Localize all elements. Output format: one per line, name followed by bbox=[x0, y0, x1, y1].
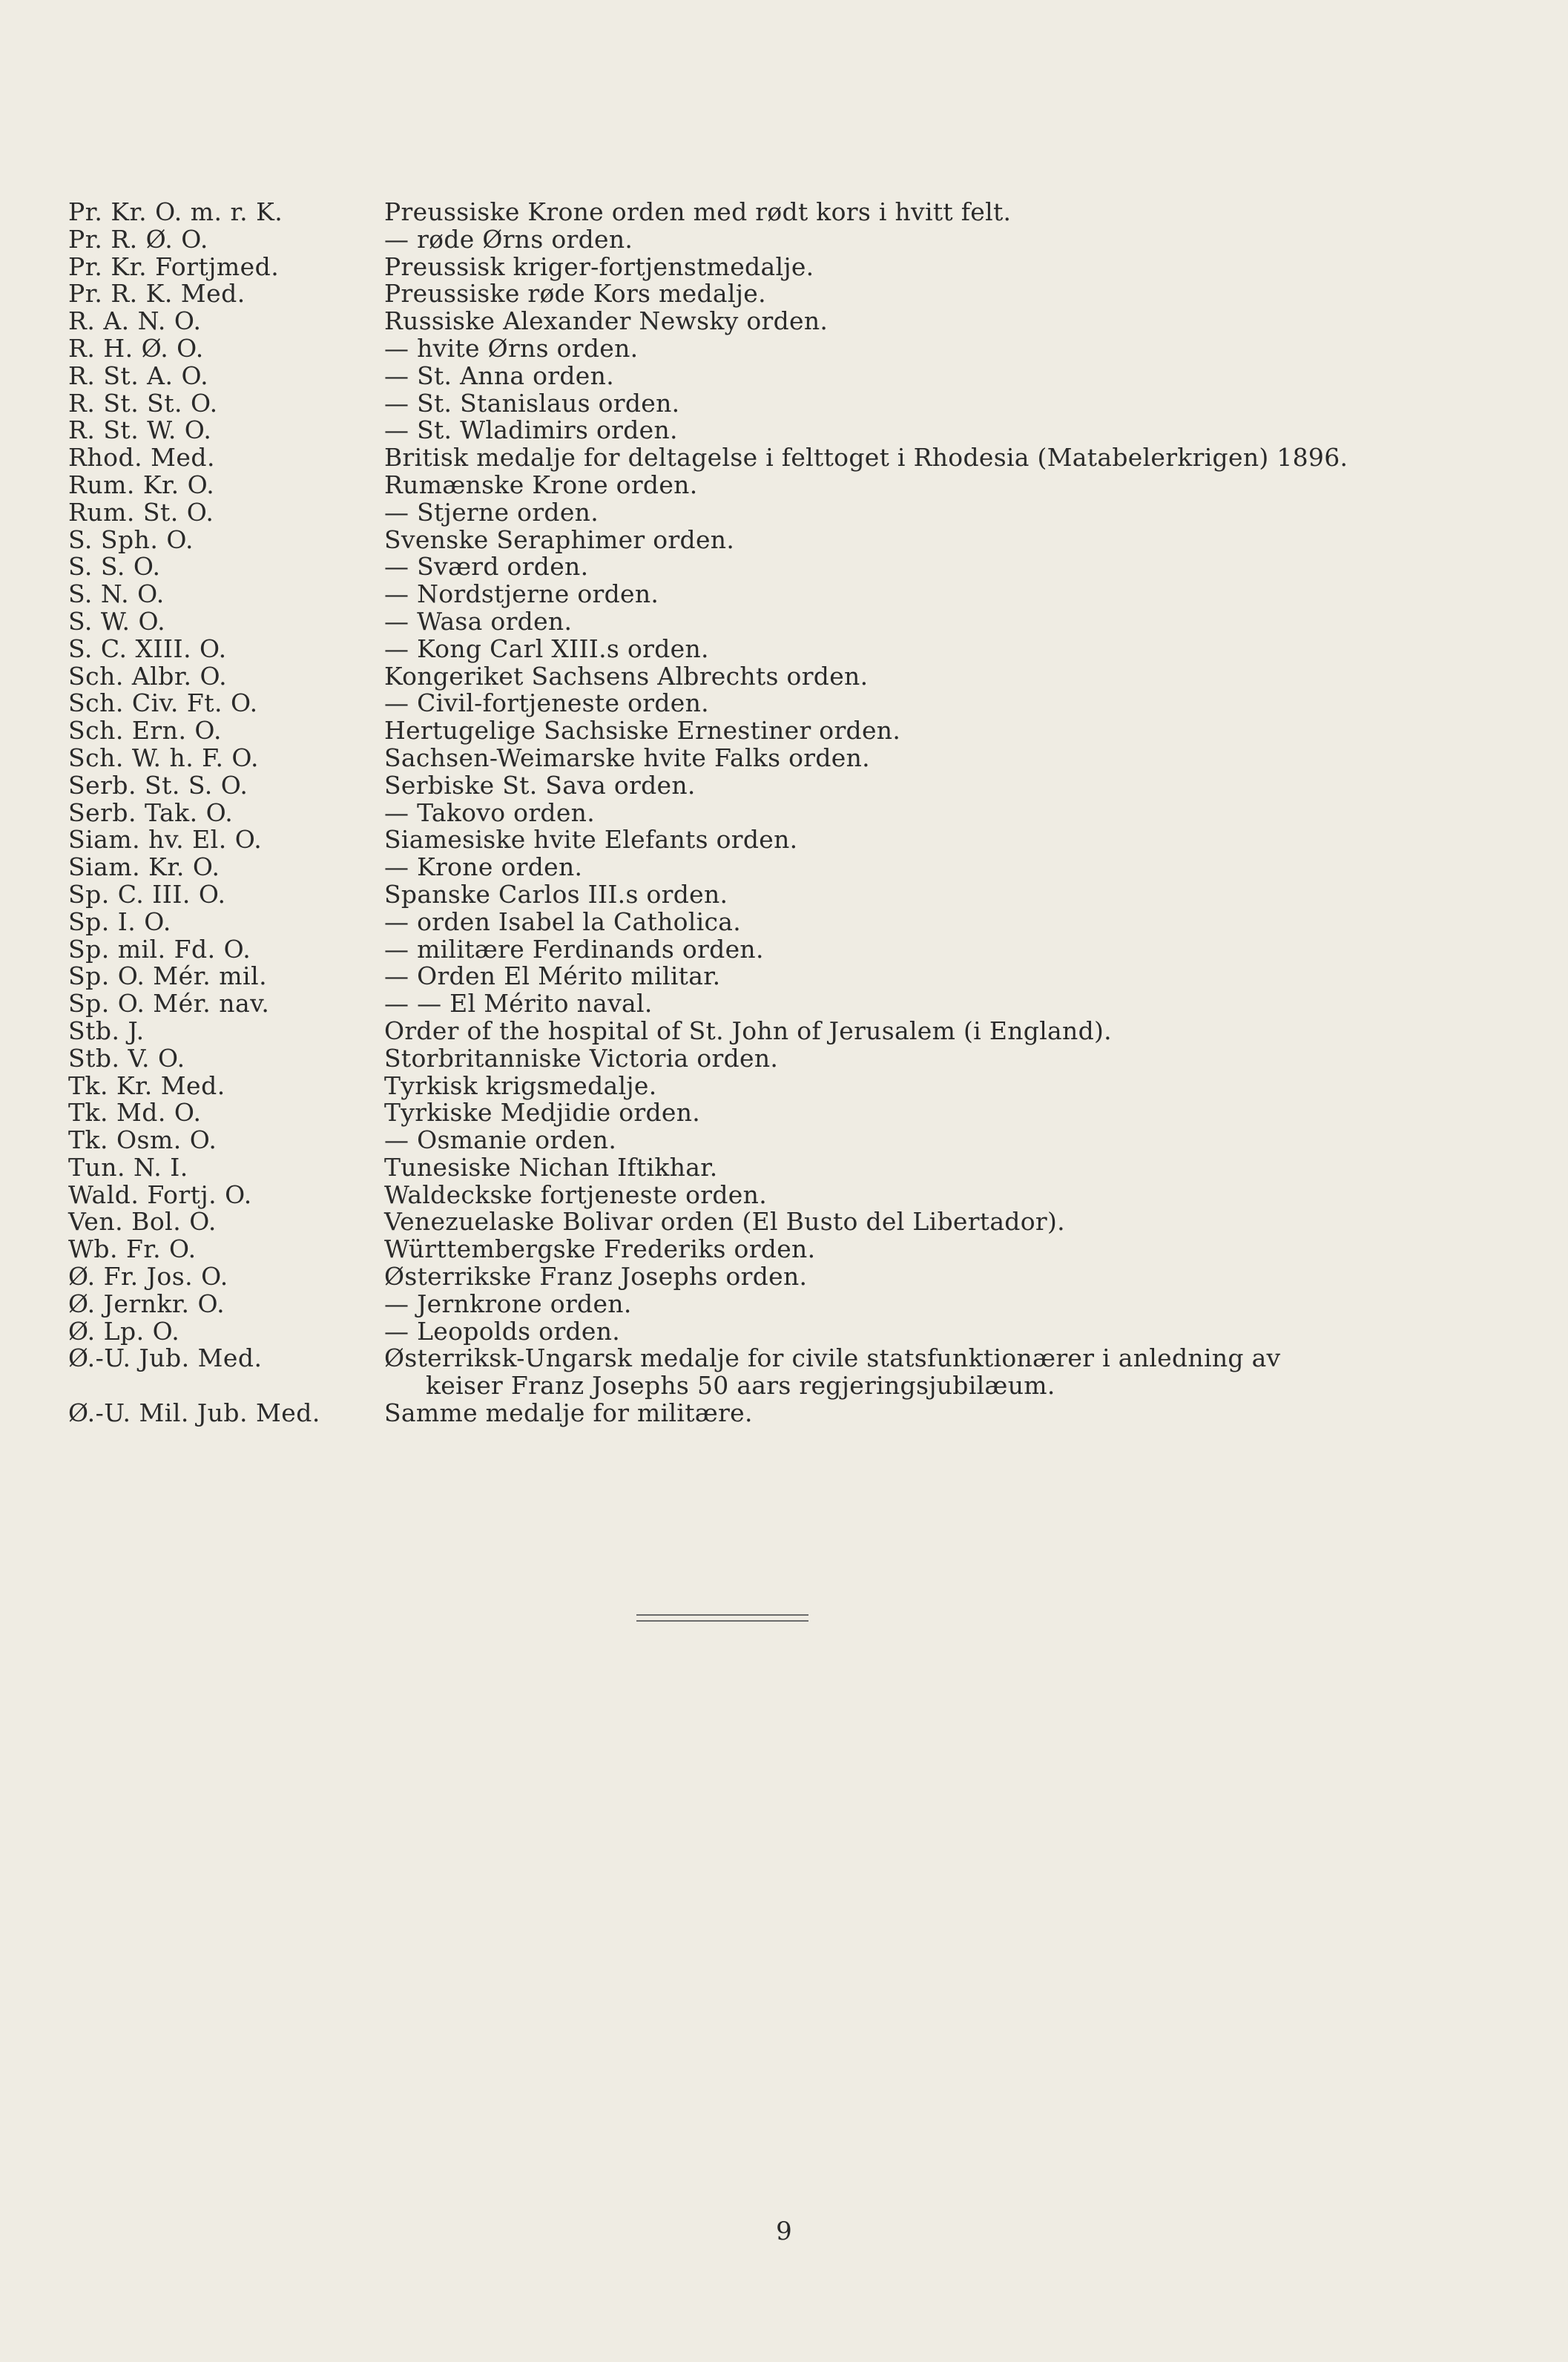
entry-abbreviation: Sch. Albr. O. bbox=[68, 661, 228, 691]
list-item bbox=[68, 1263, 1478, 1291]
entry-abbreviation: Sch. Ern. O. bbox=[68, 716, 223, 746]
entry-description: Preussiske røde Kors medalje. bbox=[384, 279, 766, 309]
list-item bbox=[68, 663, 1478, 691]
list-item bbox=[68, 1182, 1478, 1209]
list-item bbox=[68, 1236, 1478, 1263]
list-item bbox=[68, 251, 1478, 281]
entry-abbreviation: Ø.-U. Mil. Jub. Med. bbox=[68, 1398, 320, 1428]
entry-abbreviation: Sp. O. Mér. nav. bbox=[68, 989, 270, 1019]
entry-description: Russiske Alexander Newsky orden. bbox=[384, 306, 829, 336]
entry-description: Spanske Carlos III.s orden. bbox=[384, 879, 728, 909]
list-item bbox=[68, 608, 1478, 636]
entry-abbreviation: Rum. St. O. bbox=[68, 497, 214, 527]
entry-abbreviation: Wald. Fortj. O. bbox=[68, 1180, 252, 1209]
entry-description: — St. Wladimirs orden. bbox=[384, 415, 678, 445]
list-item bbox=[68, 636, 1478, 663]
entry-abbreviation: S. W. O. bbox=[68, 606, 166, 636]
list-item bbox=[68, 990, 1478, 1018]
list-item bbox=[68, 745, 1478, 772]
entry-abbreviation: Sch. W. h. F. O. bbox=[68, 743, 260, 772]
list-item bbox=[68, 444, 1478, 472]
entry-abbreviation: Sp. I. O. bbox=[68, 907, 171, 936]
list-item bbox=[68, 963, 1478, 990]
entry-abbreviation: Sp. O. Mér. mil. bbox=[68, 961, 268, 991]
entry-abbreviation: Sp. mil. Fd. O. bbox=[68, 934, 251, 964]
entry-abbreviation: Sch. Civ. Ft. O. bbox=[68, 688, 258, 718]
entry-abbreviation: Ø.-U. Jub. Med. bbox=[68, 1343, 263, 1373]
entry-description: — Takovo orden. bbox=[384, 797, 596, 827]
list-item bbox=[68, 472, 1478, 499]
entry-abbreviation: Serb. St. S. O. bbox=[68, 770, 248, 800]
list-item bbox=[68, 854, 1478, 881]
entry-abbreviation: Pr. R. Ø. O. bbox=[68, 224, 208, 254]
entry-description: — — El Mérito naval. bbox=[384, 989, 653, 1019]
entry-description: Rumænske Krone orden. bbox=[384, 470, 698, 499]
entry-description bbox=[384, 1345, 1478, 1400]
list-item bbox=[68, 772, 1478, 800]
list-item bbox=[68, 226, 1478, 254]
entry-description: — orden Isabel la Catholica. bbox=[384, 907, 742, 936]
entry-abbreviation: Siam. hv. El. O. bbox=[68, 825, 263, 855]
entry-abbreviation: R. H. Ø. O. bbox=[68, 333, 204, 363]
entry-abbreviation: Tk. Md. O. bbox=[68, 1098, 202, 1128]
entry-abbreviation: Siam. Kr. O. bbox=[68, 852, 220, 882]
entry-abbreviation: Ø. Fr. Jos. O. bbox=[68, 1262, 228, 1292]
entry-abbreviation: S. C. XIII. O. bbox=[68, 634, 227, 663]
entry-description: — Wasa orden. bbox=[384, 606, 573, 636]
entry-abbreviation: R. St. St. O. bbox=[68, 388, 218, 418]
entry-description: — Kong Carl XIII.s orden. bbox=[384, 634, 709, 663]
entry-description: Tunesiske Nichan Iftikhar. bbox=[384, 1152, 718, 1182]
list-item bbox=[68, 1127, 1478, 1154]
list-item bbox=[68, 1318, 1478, 1346]
entry-abbreviation: R. St. A. O. bbox=[68, 361, 209, 390]
entry-abbreviation: Ø. Lp. O. bbox=[68, 1316, 180, 1346]
entry-abbreviation: Tk. Kr. Med. bbox=[68, 1070, 225, 1100]
entry-abbreviation: R. St. W. O. bbox=[68, 415, 212, 445]
list-item bbox=[68, 826, 1478, 854]
list-item bbox=[68, 1345, 1478, 1400]
entry-description: Waldeckske fortjeneste orden. bbox=[384, 1180, 767, 1209]
list-item bbox=[68, 936, 1478, 964]
entry-description: — Civil-fortjeneste orden. bbox=[384, 688, 709, 718]
list-item bbox=[68, 1018, 1478, 1045]
entry-description: Samme medalje for militære. bbox=[384, 1398, 753, 1428]
list-item bbox=[68, 1099, 1478, 1127]
entry-description: — St. Anna orden. bbox=[384, 361, 614, 390]
entry-description: Serbiske St. Sava orden. bbox=[384, 770, 696, 800]
list-item bbox=[68, 199, 1478, 226]
entry-description: Tyrkiske Medjidie orden. bbox=[384, 1098, 701, 1128]
entry-abbreviation: Tk. Osm. O. bbox=[68, 1125, 217, 1155]
list-item bbox=[68, 1045, 1478, 1073]
list-item bbox=[68, 1154, 1478, 1182]
list-item bbox=[68, 363, 1478, 390]
entry-description: Storbritanniske Victoria orden. bbox=[384, 1043, 779, 1073]
entry-description: — Leopolds orden. bbox=[384, 1316, 621, 1346]
entry-abbreviation: Stb. V. O. bbox=[68, 1043, 185, 1073]
entry-abbreviation: S. Sph. O. bbox=[68, 524, 194, 554]
entry-abbreviation: Pr. Kr. O. m. r. K. bbox=[68, 197, 283, 226]
entry-abbreviation: S. S. O. bbox=[68, 552, 161, 582]
entry-description: — Jernkrone orden. bbox=[384, 1289, 632, 1318]
entry-description: Tyrkisk krigsmedalje. bbox=[384, 1070, 657, 1100]
entry-abbreviation: Serb. Tak. O. bbox=[68, 797, 234, 827]
entry-description: Order of the hospital of St. John of Jerusalem (i England). bbox=[384, 1016, 1112, 1045]
entry-description: Württembergske Frederiks orden. bbox=[384, 1234, 816, 1264]
list-item bbox=[68, 881, 1478, 909]
divider-rule-top bbox=[636, 1614, 808, 1616]
entry-description: Siamesiske hvite Elefants orden. bbox=[384, 825, 798, 855]
entry-description: Venezuelaske Bolivar orden (El Busto del Libertador). bbox=[384, 1207, 1065, 1237]
page-number: 9 bbox=[776, 2217, 792, 2246]
entry-description: — militære Ferdinands orden. bbox=[384, 934, 764, 964]
entry-abbreviation: Ven. Bol. O. bbox=[68, 1207, 217, 1237]
entry-abbreviation: Pr. Kr. Fortjmed. bbox=[68, 251, 280, 281]
list-item bbox=[68, 1070, 1478, 1100]
entry-description: — St. Stanislaus orden. bbox=[384, 388, 680, 418]
entry-description: Svenske Seraphimer orden. bbox=[384, 524, 735, 554]
list-item bbox=[68, 797, 1478, 827]
entry-description: — Orden El Mérito militar. bbox=[384, 961, 721, 991]
entry-abbreviation: Ø. Jernkr. O. bbox=[68, 1289, 225, 1318]
list-item bbox=[68, 553, 1478, 581]
list-item bbox=[68, 717, 1478, 745]
entry-description: Britisk medalje for deltagelse i felttoget i Rhodesia (Matabelerkrigen) 1896. bbox=[384, 443, 1348, 473]
entry-description: — Nordstjerne orden. bbox=[384, 579, 659, 609]
entry-abbreviation: Wb. Fr. O. bbox=[68, 1234, 197, 1264]
list-item bbox=[68, 524, 1478, 554]
entry-abbreviation: Tun. N. I. bbox=[68, 1152, 188, 1182]
entry-abbreviation: Rhod. Med. bbox=[68, 443, 216, 473]
entry-description: — Sværd orden. bbox=[384, 552, 589, 582]
list-item bbox=[68, 308, 1478, 335]
list-item bbox=[68, 1400, 1478, 1427]
entry-abbreviation: S. N. O. bbox=[68, 579, 165, 609]
list-item bbox=[68, 690, 1478, 717]
list-item bbox=[68, 1208, 1478, 1236]
list-item bbox=[68, 581, 1478, 608]
entry-description: — Stjerne orden. bbox=[384, 497, 599, 527]
entry-description: Preussisk kriger-fortjenstmedalje. bbox=[384, 251, 814, 281]
list-item bbox=[68, 499, 1478, 527]
entry-description: Hertugelige Sachsiske Ernestiner orden. bbox=[384, 716, 901, 746]
list-item bbox=[68, 1291, 1478, 1318]
list-item bbox=[68, 909, 1478, 936]
entry-description: — Osmanie orden. bbox=[384, 1125, 617, 1155]
entry-abbreviation: Sp. C. III. O. bbox=[68, 879, 226, 909]
entry-description: Sachsen-Weimarske hvite Falks orden. bbox=[384, 743, 870, 772]
entry-description: Østerrikske Franz Josephs orden. bbox=[384, 1262, 808, 1292]
entry-abbreviation: Stb. J. bbox=[68, 1016, 145, 1045]
entry-description-line-2: keiser Franz Josephs 50 aars regjeringsjubilæum. bbox=[426, 1371, 1055, 1401]
entry-abbreviation: Rum. Kr. O. bbox=[68, 470, 215, 499]
entry-description: — hvite Ørns orden. bbox=[384, 333, 639, 363]
entry-description: Preussiske Krone orden med rødt kors i hvitt felt. bbox=[384, 197, 1012, 226]
entry-description: Kongeriket Sachsens Albrechts orden. bbox=[384, 661, 869, 691]
list-item bbox=[68, 390, 1478, 418]
entry-description: — røde Ørns orden. bbox=[384, 224, 633, 254]
entry-abbreviation: Pr. R. K. Med. bbox=[68, 279, 246, 309]
list-item bbox=[68, 417, 1478, 444]
list-item bbox=[68, 335, 1478, 363]
divider-rule-bottom bbox=[636, 1620, 808, 1622]
entry-abbreviation: R. A. N. O. bbox=[68, 306, 202, 336]
abbreviation-list bbox=[68, 199, 1478, 1427]
entry-description-line-1: Østerriksk-Ungarsk medalje for civile statsfunktionærer i anledning av bbox=[384, 1343, 1281, 1373]
entry-description: — Krone orden. bbox=[384, 852, 583, 882]
list-item bbox=[68, 280, 1478, 308]
